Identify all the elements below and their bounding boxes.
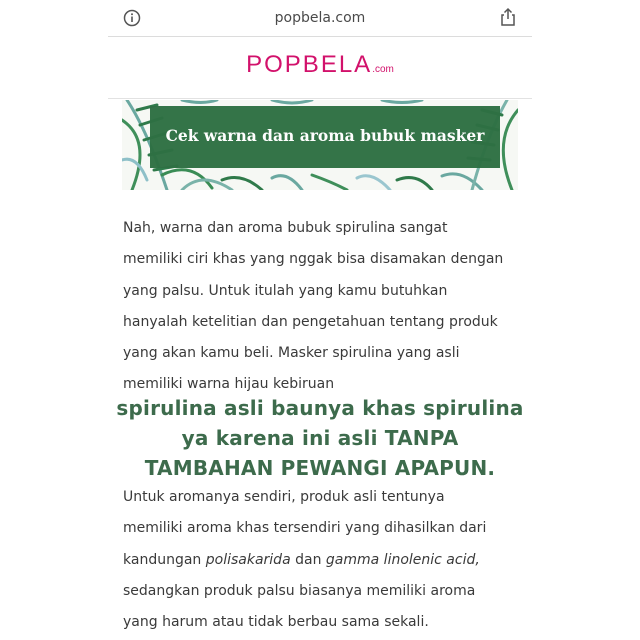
paragraph-line: hanyalah ketelitian dan pengetahuan tentang produk xyxy=(123,313,498,330)
url-text[interactable]: popbela.com xyxy=(274,10,366,26)
paragraph-line: sedangkan produk palsu biasanya memiliki aroma xyxy=(123,582,476,599)
paragraph-text: kandungan xyxy=(123,551,206,568)
share-icon[interactable] xyxy=(499,7,517,27)
browser-url-bar[interactable] xyxy=(108,0,532,37)
logo-text: POPBELA xyxy=(246,51,373,78)
paragraph-line xyxy=(123,545,523,576)
overlay-caption-line: ya karena ini asli TANPA xyxy=(181,426,459,450)
article-paragraph-1 xyxy=(123,213,523,401)
polisakarida-term: polisakarida xyxy=(205,551,291,568)
paragraph-line: memiliki ciri khas yang nggak bisa disamakan dengan xyxy=(123,251,504,268)
paragraph-line: Untuk aromanya sendiri, produk asli tentunya xyxy=(123,489,445,505)
gamma-linolenic-acid-term: gamma linolenic acid, xyxy=(325,551,480,568)
logo-suffix: .com xyxy=(372,64,394,75)
paragraph-line: memiliki aroma khas tersendiri yang dihasilkan dari xyxy=(123,520,487,537)
article-paragraph-2 xyxy=(123,482,523,638)
paragraph-line: memiliki warna hijau kebiruan xyxy=(123,376,335,393)
paragraph-line: yang akan kamu beli. Masker spirulina yang asli xyxy=(123,345,460,362)
banner-title-box xyxy=(150,106,500,168)
overlay-caption-line: spirulina asli baunya khas spirulina xyxy=(116,396,524,420)
overlay-caption-line: TAMBAHAN PEWANGI APAPUN. xyxy=(144,456,496,480)
paragraph-line: Nah, warna dan aroma bubuk spirulina sangat xyxy=(123,220,448,236)
site-header xyxy=(108,36,532,99)
paragraph-text: dan xyxy=(290,551,326,568)
article-banner-image xyxy=(122,100,518,190)
popbela-logo[interactable] xyxy=(108,51,532,79)
paragraph-line: yang palsu. Untuk itulah yang kamu butuhkan xyxy=(123,282,448,299)
paragraph-line: yang harum atau tidak berbau sama sekali. xyxy=(123,614,429,631)
banner-title: Cek warna dan aroma bubuk masker xyxy=(165,126,485,145)
overlay-caption xyxy=(90,393,550,483)
